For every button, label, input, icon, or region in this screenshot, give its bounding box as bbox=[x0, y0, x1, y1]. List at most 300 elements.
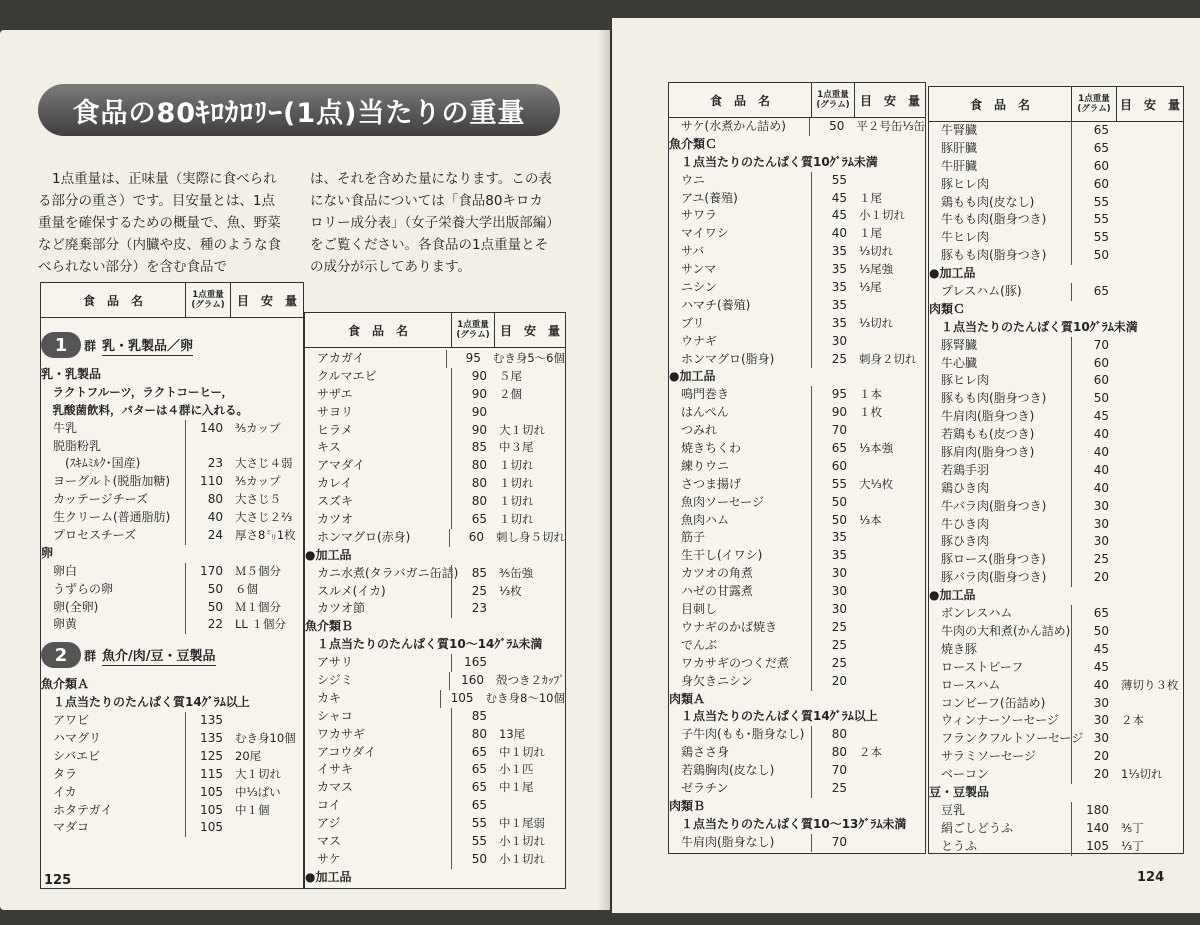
table-row bbox=[669, 780, 925, 798]
weight-grams: 40 bbox=[1071, 480, 1115, 498]
weight-grams: 70 bbox=[1071, 337, 1115, 355]
food-name: 身欠きニシン bbox=[669, 673, 753, 688]
measure-amount: １尾 bbox=[859, 190, 882, 205]
measure-amount: むき身10個 bbox=[235, 731, 296, 746]
weight-grams: 25 bbox=[811, 351, 853, 369]
weight-grams: 80 bbox=[451, 726, 493, 744]
food-table-4 bbox=[928, 86, 1184, 854]
rows-group-2 bbox=[41, 676, 303, 837]
measure-amount: 大１切れ bbox=[499, 422, 545, 437]
food-name: 卵黄 bbox=[41, 617, 78, 632]
table-row bbox=[305, 690, 565, 708]
table-row bbox=[41, 491, 303, 509]
weight-grams: 65 bbox=[1071, 140, 1115, 158]
weight-grams: 50 bbox=[809, 118, 850, 136]
table-row bbox=[929, 712, 1183, 730]
table-row bbox=[305, 797, 565, 815]
food-name: 豚バラ肉(脂身つき) bbox=[929, 570, 1047, 585]
food-name: ベーコン bbox=[929, 767, 990, 782]
measure-amount bbox=[1115, 695, 1183, 713]
food-name: スルメ(イカ) bbox=[305, 583, 386, 598]
rows-group-1 bbox=[41, 366, 303, 634]
weight-grams: 65 bbox=[1071, 605, 1115, 623]
weight-grams: 65 bbox=[1071, 122, 1115, 140]
measure-amount: 中１個 bbox=[235, 802, 270, 817]
measure-amount bbox=[1115, 444, 1183, 462]
measure-amount bbox=[1115, 158, 1183, 176]
food-name: ホンマグロ(赤身) bbox=[305, 529, 411, 544]
header-name: 食 品 名 bbox=[41, 283, 186, 317]
table-row bbox=[41, 748, 303, 766]
measure-amount bbox=[853, 172, 925, 190]
table-row bbox=[669, 422, 925, 440]
food-name: ローストビーフ bbox=[929, 659, 1024, 674]
measure-amount: ⅓本強 bbox=[859, 441, 894, 456]
food-name: 鶏もも肉(皮なし) bbox=[929, 194, 1035, 209]
measure-amount: 中１尾弱 bbox=[499, 816, 545, 831]
measure-amount bbox=[853, 494, 925, 512]
food-name: 卵 bbox=[41, 545, 54, 560]
section-heading bbox=[41, 545, 303, 563]
table-row bbox=[305, 493, 565, 511]
food-name: ホタテガイ bbox=[41, 802, 113, 817]
group-number-badge: 2 bbox=[41, 642, 81, 668]
weight-grams: 80 bbox=[185, 491, 229, 509]
food-name: １点当たりのたんぱく質10ｸﾞﾗﾑ未満 bbox=[669, 154, 878, 169]
table-row bbox=[669, 315, 925, 333]
table-header bbox=[669, 83, 925, 118]
table-row bbox=[929, 659, 1183, 677]
measure-amount bbox=[853, 780, 925, 798]
food-name: さつま揚げ bbox=[669, 476, 742, 491]
measure-amount: Ｍ５個分 bbox=[235, 563, 281, 578]
measure-amount: １切れ bbox=[499, 494, 534, 509]
measure-amount: 平２号缶⅓缶 bbox=[856, 119, 925, 133]
weight-grams: 55 bbox=[1071, 194, 1115, 212]
food-name: マス bbox=[305, 834, 342, 849]
section-note bbox=[669, 154, 925, 172]
food-name: 豆・豆製品 bbox=[929, 784, 990, 799]
food-name: サケ bbox=[305, 851, 341, 866]
food-name: でんぶ bbox=[669, 637, 718, 652]
weight-grams: 30 bbox=[1071, 533, 1115, 551]
measure-amount: 小１匹 bbox=[499, 762, 534, 777]
table-row bbox=[305, 744, 565, 762]
food-name: 魚肉ソーセージ bbox=[669, 494, 765, 509]
food-name: ●加工品 bbox=[305, 869, 352, 884]
table-row bbox=[669, 476, 925, 494]
food-table-3 bbox=[668, 82, 926, 854]
table-row bbox=[929, 176, 1183, 194]
weight-grams: 30 bbox=[1071, 695, 1115, 713]
measure-amount bbox=[1115, 516, 1183, 534]
section-heading bbox=[305, 547, 565, 565]
table-row bbox=[929, 140, 1183, 158]
measure-amount bbox=[1115, 122, 1183, 140]
measure-amount bbox=[1115, 462, 1183, 480]
weight-grams: 40 bbox=[1071, 426, 1115, 444]
header-amount: 目 安 量 bbox=[499, 323, 560, 338]
food-name: 牛乳 bbox=[41, 420, 78, 435]
food-name: アコウダイ bbox=[305, 744, 377, 759]
table-row bbox=[669, 351, 925, 369]
food-name: １点当たりのたんぱく質14ｸﾞﾗﾑ以上 bbox=[41, 695, 250, 710]
weight-grams: 25 bbox=[811, 655, 853, 673]
food-name: ハマチ(養殖) bbox=[669, 297, 751, 312]
food-name: カツオの角煮 bbox=[669, 566, 754, 581]
table-row bbox=[41, 599, 303, 617]
measure-amount bbox=[1115, 730, 1183, 748]
rows bbox=[669, 118, 925, 852]
table-row bbox=[929, 462, 1183, 480]
table-row bbox=[929, 820, 1183, 838]
food-name: 魚介類Ｃ bbox=[669, 136, 718, 151]
food-table-1 bbox=[40, 282, 304, 889]
table-row bbox=[929, 480, 1183, 498]
weight-grams: 30 bbox=[1071, 730, 1115, 748]
food-name: ウニ bbox=[669, 172, 706, 187]
food-name: 牛ひき肉 bbox=[929, 516, 990, 531]
weight-grams: 25 bbox=[451, 583, 493, 601]
measure-amount: １枚 bbox=[859, 405, 882, 420]
weight-grams: 45 bbox=[1071, 641, 1115, 659]
food-name: 肉類Ｂ bbox=[669, 798, 706, 813]
weight-grams: 60 bbox=[1071, 355, 1115, 373]
measure-amount: 20尾 bbox=[235, 748, 262, 763]
food-name: サラミソーセージ bbox=[929, 749, 1037, 764]
food-name: サワラ bbox=[669, 208, 718, 223]
weight-grams: 135 bbox=[185, 730, 229, 748]
measure-amount: 中１尾 bbox=[499, 780, 534, 795]
food-name: カニ水煮(タラバガニ缶詰) bbox=[305, 565, 459, 580]
weight-grams: 80 bbox=[451, 493, 493, 511]
table-row bbox=[929, 802, 1183, 820]
food-name: 鶏ひき肉 bbox=[929, 480, 990, 495]
measure-amount: むき身8～10個 bbox=[485, 690, 565, 705]
food-name: アユ(養殖) bbox=[669, 190, 738, 205]
weight-grams: 55 bbox=[451, 815, 493, 833]
weight-grams: 30 bbox=[811, 333, 853, 351]
weight-grams: 40 bbox=[1071, 677, 1115, 695]
weight-grams: 50 bbox=[185, 599, 229, 617]
weight-grams: 55 bbox=[811, 476, 853, 494]
table-row bbox=[929, 498, 1183, 516]
measure-amount: 大１切れ bbox=[235, 766, 281, 781]
weight-grams: 20 bbox=[1071, 748, 1115, 766]
measure-amount bbox=[493, 797, 565, 815]
weight-grams: 85 bbox=[451, 439, 493, 457]
page-right bbox=[612, 18, 1200, 913]
food-name: アワビ bbox=[41, 713, 90, 728]
measure-amount bbox=[1115, 802, 1183, 820]
measure-amount: ⅓枚 bbox=[499, 583, 522, 598]
food-name: ゼラチン bbox=[669, 780, 729, 795]
food-name: アジ bbox=[305, 816, 341, 831]
food-name: 若鶏もも(皮つき) bbox=[929, 427, 1035, 442]
measure-amount bbox=[1115, 283, 1183, 301]
weight-grams: 30 bbox=[811, 565, 853, 583]
measure-amount: むき身5～6個 bbox=[492, 351, 565, 365]
section-heading bbox=[41, 366, 303, 384]
table-row bbox=[305, 672, 565, 690]
food-name: 牛肝臓 bbox=[929, 158, 978, 173]
header-amount: 目 安 量 bbox=[236, 293, 297, 308]
weight-grams: 50 bbox=[185, 581, 229, 599]
table-row bbox=[305, 654, 565, 672]
page-left bbox=[0, 30, 610, 910]
table-row bbox=[41, 438, 303, 456]
table-row bbox=[305, 815, 565, 833]
food-name: １点当たりのたんぱく質14ｸﾞﾗﾑ以上 bbox=[669, 709, 878, 724]
food-name: アマダイ bbox=[305, 458, 365, 473]
measure-amount bbox=[1115, 748, 1183, 766]
measure-amount bbox=[853, 297, 925, 315]
table-row bbox=[305, 422, 565, 440]
measure-amount bbox=[853, 422, 925, 440]
weight-grams: 55 bbox=[1071, 229, 1115, 247]
table-row bbox=[305, 565, 565, 583]
table-row bbox=[929, 533, 1183, 551]
food-name: 乳酸菌飲料，バターは４群に入れる。 bbox=[41, 402, 248, 417]
food-name: シャコ bbox=[305, 708, 353, 723]
food-name: カキ bbox=[305, 690, 342, 705]
measure-amount: ⅗缶強 bbox=[499, 565, 534, 580]
measure-amount: ２本 bbox=[859, 745, 882, 760]
food-name: サザエ bbox=[305, 386, 353, 401]
food-name: シバエビ bbox=[41, 748, 101, 763]
table-row bbox=[669, 637, 925, 655]
section-heading bbox=[929, 784, 1183, 802]
page-number: 124 bbox=[1137, 870, 1165, 885]
measure-amount bbox=[229, 819, 303, 837]
table-row bbox=[305, 350, 565, 368]
section-note bbox=[41, 384, 303, 402]
food-name: 豆乳 bbox=[929, 802, 966, 817]
food-name: １点当たりのたんぱく質10ｸﾞﾗﾑ未満 bbox=[929, 319, 1138, 334]
table-row bbox=[929, 838, 1183, 856]
weight-grams: 140 bbox=[1071, 820, 1115, 838]
weight-grams: 115 bbox=[185, 766, 229, 784]
food-name: 牛腎臓 bbox=[929, 123, 978, 137]
measure-amount: １本 bbox=[859, 387, 882, 402]
food-name: 卵(全卵) bbox=[41, 599, 99, 614]
measure-amount: ⅓切れ bbox=[859, 315, 894, 330]
table-row bbox=[669, 225, 925, 243]
food-name: キス bbox=[305, 440, 341, 455]
measure-amount bbox=[1115, 194, 1183, 212]
group-2-heading bbox=[41, 640, 303, 670]
measure-amount bbox=[1115, 533, 1183, 551]
weight-grams: 105 bbox=[1071, 838, 1115, 856]
table-row bbox=[929, 408, 1183, 426]
section-heading bbox=[669, 691, 925, 709]
measure-amount bbox=[853, 583, 925, 601]
table-row bbox=[929, 551, 1183, 569]
food-name: 生クリーム(普通脂肪) bbox=[41, 510, 171, 525]
measure-amount: ２個 bbox=[499, 386, 522, 401]
measure-amount bbox=[853, 637, 925, 655]
food-name: プロセスチーズ bbox=[41, 528, 137, 543]
weight-grams: 125 bbox=[185, 748, 229, 766]
food-name: カマス bbox=[305, 780, 354, 795]
weight-grams: 40 bbox=[811, 225, 853, 243]
food-name: 牛肩肉(脂身つき) bbox=[929, 409, 1035, 424]
food-name: アカガイ bbox=[305, 351, 365, 365]
table-row bbox=[305, 761, 565, 779]
measure-amount: ⅗丁 bbox=[1121, 820, 1144, 835]
table-row bbox=[669, 297, 925, 315]
food-name: 若鶏手羽 bbox=[929, 462, 990, 477]
table-row bbox=[669, 261, 925, 279]
weight-grams: 90 bbox=[451, 404, 493, 422]
food-name: 牛肩肉(脂身なし) bbox=[669, 834, 775, 849]
food-name: 豚もも肉(脂身つき) bbox=[929, 391, 1047, 406]
table-row bbox=[41, 509, 303, 527]
weight-grams: 85 bbox=[451, 565, 493, 583]
table-row bbox=[669, 673, 925, 691]
food-name: カッテージチーズ bbox=[41, 492, 149, 507]
measure-amount bbox=[853, 529, 925, 547]
measure-amount: ⅓丁 bbox=[1121, 838, 1144, 853]
measure-amount: 薄切り３枚 bbox=[1121, 677, 1179, 692]
weight-grams: 65 bbox=[451, 511, 493, 529]
food-name: １点当たりのたんぱく質10～14ｸﾞﾗﾑ未満 bbox=[305, 637, 543, 652]
header-name: 食 品 名 bbox=[929, 87, 1072, 121]
table-row bbox=[41, 616, 303, 634]
table-row bbox=[669, 190, 925, 208]
table-row bbox=[929, 229, 1183, 247]
measure-amount: ２本 bbox=[1121, 713, 1144, 728]
measure-amount bbox=[853, 547, 925, 565]
table-row bbox=[669, 440, 925, 458]
weight-grams: 20 bbox=[1071, 569, 1115, 587]
header-amount: 目 安 量 bbox=[859, 93, 920, 108]
weight-grams: 65 bbox=[1071, 283, 1115, 301]
table-row bbox=[929, 516, 1183, 534]
weight-grams: 105 bbox=[440, 690, 479, 708]
measure-amount bbox=[1115, 605, 1183, 623]
food-name: １点当たりのたんぱく質10～13ｸﾞﾗﾑ未満 bbox=[669, 816, 907, 831]
weight-grams: 90 bbox=[811, 404, 853, 422]
food-name: サバ bbox=[669, 244, 705, 259]
weight-grams: 25 bbox=[811, 780, 853, 798]
section-heading bbox=[669, 798, 925, 816]
food-name: マダコ bbox=[41, 820, 90, 835]
table-row bbox=[929, 605, 1183, 623]
weight-grams: 105 bbox=[185, 784, 229, 802]
section-note bbox=[929, 319, 1183, 337]
food-name: 魚介類Ａ bbox=[41, 677, 90, 692]
table-row bbox=[669, 529, 925, 547]
food-name: アサリ bbox=[305, 655, 354, 670]
measure-amount: ⅓尾 bbox=[859, 280, 882, 295]
food-name: サヨリ bbox=[305, 404, 354, 419]
weight-grams: 50 bbox=[1071, 390, 1115, 408]
food-name: ●加工品 bbox=[305, 547, 352, 562]
table-row bbox=[41, 784, 303, 802]
food-name: 豚ロース(脂身つき) bbox=[929, 552, 1046, 567]
food-name: 鶏ささ身 bbox=[669, 745, 730, 760]
table-row bbox=[669, 386, 925, 404]
weight-grams: 60 bbox=[1071, 158, 1115, 176]
food-name: ブリ bbox=[669, 315, 705, 330]
food-name: ニシン bbox=[669, 280, 717, 295]
food-name: 乳・乳製品 bbox=[41, 367, 102, 381]
weight-grams: 50 bbox=[451, 851, 493, 869]
table-row bbox=[929, 247, 1183, 265]
measure-amount: １切れ bbox=[499, 476, 534, 491]
weight-grams: 65 bbox=[451, 761, 493, 779]
measure-amount: 1⅓切れ bbox=[1121, 767, 1163, 782]
weight-grams: 24 bbox=[185, 527, 229, 545]
table-row bbox=[669, 547, 925, 565]
weight-grams: 60 bbox=[811, 458, 853, 476]
food-name: 牛ヒレ肉 bbox=[929, 230, 990, 245]
food-name: シジミ bbox=[305, 673, 353, 688]
weight-grams: 160 bbox=[449, 672, 490, 690]
weight-grams: 60 bbox=[449, 529, 490, 547]
weight-grams: 85 bbox=[451, 708, 493, 726]
weight-grams: 80 bbox=[811, 744, 853, 762]
weight-grams: 70 bbox=[811, 834, 853, 852]
table-row bbox=[929, 122, 1183, 140]
table-row bbox=[669, 494, 925, 512]
weight-grams: 55 bbox=[1071, 211, 1115, 229]
weight-grams: 30 bbox=[811, 601, 853, 619]
measure-amount bbox=[229, 712, 303, 730]
food-name: コンビーフ(缶詰め) bbox=[929, 695, 1046, 710]
measure-amount bbox=[1115, 176, 1183, 194]
section-note bbox=[41, 402, 303, 420]
measure-amount bbox=[493, 708, 565, 726]
measure-amount bbox=[853, 655, 925, 673]
food-name: ●加工品 bbox=[929, 266, 976, 281]
measure-amount: 小１切れ bbox=[499, 851, 545, 866]
measure-amount bbox=[1115, 623, 1183, 641]
measure-amount: ⅓尾強 bbox=[859, 262, 894, 277]
header-weight: 1点重量 (グラム) bbox=[812, 83, 855, 117]
weight-grams: 60 bbox=[1071, 176, 1115, 194]
weight-grams: 35 bbox=[811, 279, 853, 297]
weight-grams: 65 bbox=[451, 779, 493, 797]
rows bbox=[929, 122, 1183, 856]
table-row bbox=[41, 420, 303, 438]
table-row bbox=[305, 600, 565, 618]
measure-amount: 大さじ５ bbox=[235, 492, 281, 507]
weight-grams: 65 bbox=[451, 797, 493, 815]
measure-amount bbox=[853, 565, 925, 583]
measure-amount: 厚さ8㍉1枚 bbox=[235, 528, 296, 543]
measure-amount bbox=[1115, 229, 1183, 247]
food-name: スズキ bbox=[305, 494, 354, 509]
weight-grams: 105 bbox=[185, 819, 229, 837]
measure-amount bbox=[229, 438, 303, 456]
table-row bbox=[305, 833, 565, 851]
measure-amount: 刺身２切れ bbox=[859, 351, 917, 366]
table-row bbox=[929, 766, 1183, 784]
measure-amount: 13尾 bbox=[499, 726, 526, 741]
section-heading bbox=[669, 136, 925, 154]
table-row bbox=[669, 834, 925, 852]
food-name: ●加工品 bbox=[929, 588, 976, 603]
food-name: カツオ節 bbox=[305, 601, 366, 616]
section-note bbox=[305, 636, 565, 654]
section-note bbox=[669, 816, 925, 834]
table-row bbox=[669, 333, 925, 351]
weight-grams: 20 bbox=[811, 673, 853, 691]
table-row bbox=[305, 404, 565, 422]
table-row bbox=[305, 439, 565, 457]
